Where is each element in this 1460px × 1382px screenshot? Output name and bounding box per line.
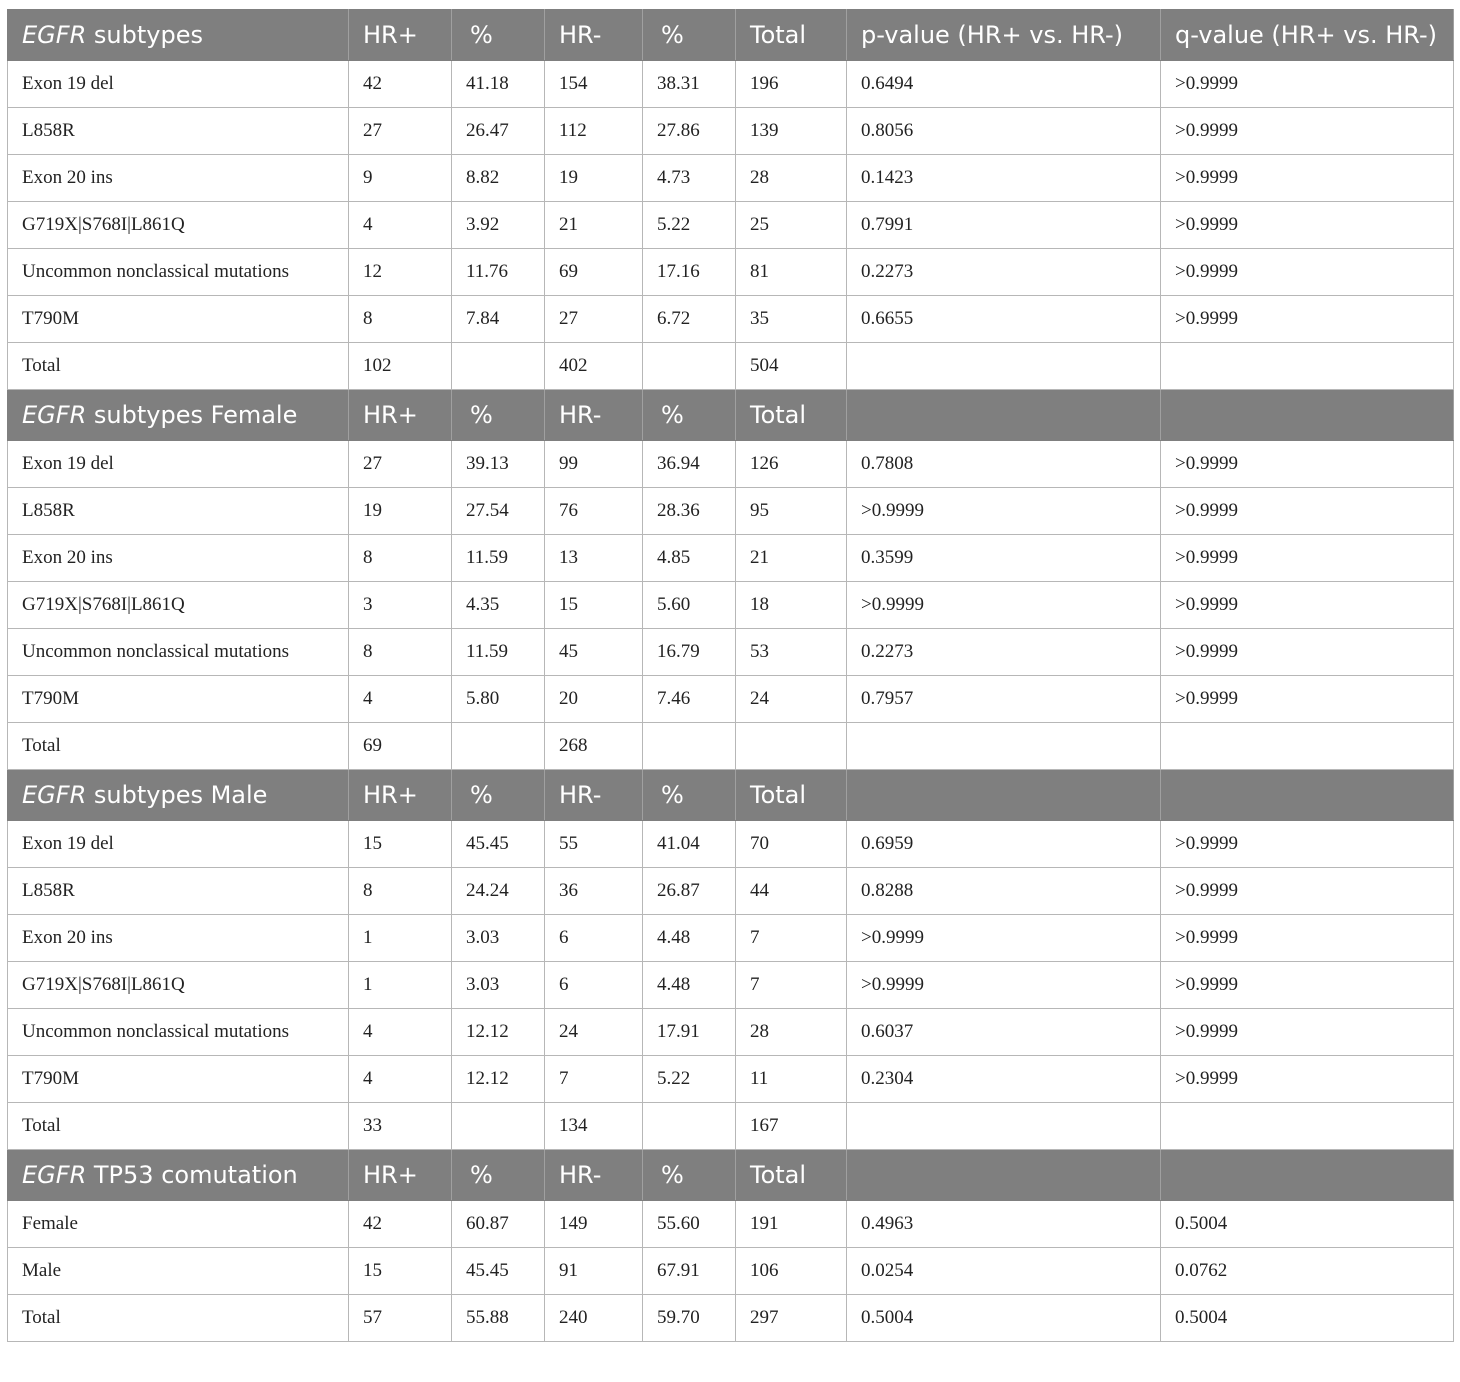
cell-total: 297: [736, 1295, 847, 1342]
cell-subtype: Exon 20 ins: [8, 535, 349, 582]
cell-total: [736, 723, 847, 770]
cell-percent-hr-positive: 12.12: [452, 1056, 545, 1103]
table-container: [7, 9, 1454, 1342]
header-p-value: [847, 390, 1161, 441]
cell-hr-negative: 45: [545, 629, 643, 676]
cell-total: 7: [736, 962, 847, 1009]
cell-p-value: 0.8056: [847, 108, 1161, 155]
cell-hr-negative: 149: [545, 1201, 643, 1248]
header-percent-hr-positive: %: [452, 770, 545, 821]
cell-percent-hr-negative: 4.48: [643, 962, 736, 1009]
cell-p-value: [847, 723, 1161, 770]
cell-subtype: Male: [8, 1248, 349, 1295]
cell-hr-positive: 9: [349, 155, 452, 202]
table-row: [8, 1248, 1454, 1295]
cell-percent-hr-positive: 24.24: [452, 868, 545, 915]
cell-total: 81: [736, 249, 847, 296]
header-total: Total: [736, 390, 847, 441]
header-percent-hr-negative: %: [643, 1150, 736, 1201]
table-row: [8, 61, 1454, 108]
cell-percent-hr-negative: 27.86: [643, 108, 736, 155]
cell-hr-negative: 7: [545, 1056, 643, 1103]
cell-percent-hr-negative: 38.31: [643, 61, 736, 108]
cell-q-value: [1161, 1103, 1454, 1150]
header-percent-hr-positive: %: [452, 390, 545, 441]
cell-q-value: >0.9999: [1161, 821, 1454, 868]
cell-percent-hr-positive: 45.45: [452, 821, 545, 868]
cell-hr-positive: 4: [349, 1009, 452, 1056]
cell-p-value: 0.2273: [847, 629, 1161, 676]
cell-hr-positive: 42: [349, 61, 452, 108]
cell-hr-negative: 55: [545, 821, 643, 868]
cell-percent-hr-negative: 5.22: [643, 1056, 736, 1103]
cell-hr-negative: 91: [545, 1248, 643, 1295]
cell-percent-hr-negative: 26.87: [643, 868, 736, 915]
section-title: [8, 390, 349, 441]
cell-percent-hr-positive: 27.54: [452, 488, 545, 535]
table-row: [8, 582, 1454, 629]
cell-hr-positive: 4: [349, 202, 452, 249]
cell-percent-hr-positive: 12.12: [452, 1009, 545, 1056]
header-hr-negative: HR-: [545, 1150, 643, 1201]
cell-hr-positive: 27: [349, 441, 452, 488]
cell-hr-negative: 402: [545, 343, 643, 390]
cell-q-value: >0.9999: [1161, 629, 1454, 676]
header-hr-negative: HR-: [545, 390, 643, 441]
table-row: [8, 202, 1454, 249]
cell-percent-hr-negative: 5.22: [643, 202, 736, 249]
table-row: [8, 1009, 1454, 1056]
header-hr-negative: HR-: [545, 10, 643, 61]
cell-hr-positive: 33: [349, 1103, 452, 1150]
header-q-value: [1161, 390, 1454, 441]
cell-hr-negative: 21: [545, 202, 643, 249]
cell-hr-negative: 268: [545, 723, 643, 770]
cell-total: 191: [736, 1201, 847, 1248]
cell-percent-hr-positive: 3.03: [452, 915, 545, 962]
table-row: [8, 821, 1454, 868]
cell-subtype: T790M: [8, 676, 349, 723]
cell-hr-negative: 27: [545, 296, 643, 343]
section-title-text: subtypes Male: [93, 781, 268, 809]
cell-total: 21: [736, 535, 847, 582]
cell-percent-hr-negative: 5.60: [643, 582, 736, 629]
cell-q-value: [1161, 723, 1454, 770]
header-percent-hr-negative: %: [643, 10, 736, 61]
table-body: [8, 10, 1454, 1342]
cell-percent-hr-negative: [643, 1103, 736, 1150]
cell-hr-negative: 15: [545, 582, 643, 629]
section-title-text: subtypes: [93, 21, 203, 49]
cell-subtype: Uncommon nonclassical mutations: [8, 629, 349, 676]
cell-percent-hr-positive: 26.47: [452, 108, 545, 155]
cell-subtype: Uncommon nonclassical mutations: [8, 1009, 349, 1056]
cell-total: 95: [736, 488, 847, 535]
table-row: [8, 629, 1454, 676]
cell-total: 126: [736, 441, 847, 488]
cell-q-value: 0.5004: [1161, 1201, 1454, 1248]
cell-hr-positive: 4: [349, 1056, 452, 1103]
table-row: [8, 868, 1454, 915]
header-hr-positive: HR+: [349, 10, 452, 61]
cell-percent-hr-positive: 8.82: [452, 155, 545, 202]
cell-subtype: Total: [8, 723, 349, 770]
cell-hr-positive: 8: [349, 629, 452, 676]
cell-percent-hr-negative: [643, 723, 736, 770]
cell-percent-hr-positive: 55.88: [452, 1295, 545, 1342]
cell-hr-negative: 154: [545, 61, 643, 108]
cell-hr-negative: 76: [545, 488, 643, 535]
section-title: [8, 10, 349, 61]
table-row: [8, 343, 1454, 390]
cell-q-value: >0.9999: [1161, 582, 1454, 629]
cell-q-value: >0.9999: [1161, 1009, 1454, 1056]
cell-subtype: L858R: [8, 488, 349, 535]
cell-subtype: T790M: [8, 296, 349, 343]
cell-total: 28: [736, 155, 847, 202]
section-header-row: [8, 770, 1454, 821]
cell-total: 504: [736, 343, 847, 390]
cell-q-value: >0.9999: [1161, 202, 1454, 249]
cell-percent-hr-positive: 11.76: [452, 249, 545, 296]
header-percent-hr-positive: %: [452, 1150, 545, 1201]
header-p-value: p-value (HR+ vs. HR-): [847, 10, 1161, 61]
cell-q-value: >0.9999: [1161, 488, 1454, 535]
table-row: [8, 1201, 1454, 1248]
cell-hr-negative: 19: [545, 155, 643, 202]
cell-total: 25: [736, 202, 847, 249]
cell-percent-hr-negative: 36.94: [643, 441, 736, 488]
cell-p-value: >0.9999: [847, 962, 1161, 1009]
cell-q-value: 0.0762: [1161, 1248, 1454, 1295]
cell-subtype: Exon 19 del: [8, 441, 349, 488]
cell-hr-positive: 8: [349, 535, 452, 582]
cell-percent-hr-positive: 60.87: [452, 1201, 545, 1248]
table-row: [8, 962, 1454, 1009]
cell-total: 53: [736, 629, 847, 676]
cell-q-value: >0.9999: [1161, 868, 1454, 915]
cell-p-value: 0.1423: [847, 155, 1161, 202]
cell-total: 70: [736, 821, 847, 868]
cell-percent-hr-positive: 11.59: [452, 535, 545, 582]
header-q-value: [1161, 770, 1454, 821]
cell-p-value: 0.2304: [847, 1056, 1161, 1103]
cell-percent-hr-positive: 11.59: [452, 629, 545, 676]
cell-total: 196: [736, 61, 847, 108]
cell-hr-positive: 8: [349, 868, 452, 915]
cell-subtype: Uncommon nonclassical mutations: [8, 249, 349, 296]
cell-q-value: >0.9999: [1161, 962, 1454, 1009]
cell-hr-positive: 15: [349, 821, 452, 868]
cell-hr-positive: 8: [349, 296, 452, 343]
cell-q-value: >0.9999: [1161, 108, 1454, 155]
header-hr-negative: HR-: [545, 770, 643, 821]
cell-q-value: >0.9999: [1161, 915, 1454, 962]
cell-total: 18: [736, 582, 847, 629]
cell-percent-hr-positive: 5.80: [452, 676, 545, 723]
cell-subtype: Exon 19 del: [8, 61, 349, 108]
section-title-text: TP53 comutation: [93, 1161, 298, 1189]
table-row: [8, 1103, 1454, 1150]
cell-q-value: >0.9999: [1161, 249, 1454, 296]
cell-p-value: >0.9999: [847, 582, 1161, 629]
table-row: [8, 249, 1454, 296]
header-hr-positive: HR+: [349, 1150, 452, 1201]
header-percent-hr-negative: %: [643, 770, 736, 821]
table-row: [8, 108, 1454, 155]
cell-percent-hr-positive: 3.03: [452, 962, 545, 1009]
cell-q-value: >0.9999: [1161, 1056, 1454, 1103]
cell-subtype: Female: [8, 1201, 349, 1248]
cell-hr-negative: 6: [545, 962, 643, 1009]
gene-name: EGFR: [22, 401, 87, 429]
cell-percent-hr-negative: 6.72: [643, 296, 736, 343]
cell-percent-hr-positive: 4.35: [452, 582, 545, 629]
header-percent-hr-negative: %: [643, 390, 736, 441]
table-row: [8, 915, 1454, 962]
cell-p-value: 0.7991: [847, 202, 1161, 249]
cell-p-value: 0.7957: [847, 676, 1161, 723]
table-row: [8, 535, 1454, 582]
cell-subtype: Exon 20 ins: [8, 915, 349, 962]
cell-subtype: Total: [8, 343, 349, 390]
cell-hr-negative: 20: [545, 676, 643, 723]
cell-hr-negative: 134: [545, 1103, 643, 1150]
cell-p-value: 0.5004: [847, 1295, 1161, 1342]
cell-percent-hr-positive: 39.13: [452, 441, 545, 488]
cell-percent-hr-negative: 59.70: [643, 1295, 736, 1342]
cell-hr-positive: 102: [349, 343, 452, 390]
header-p-value: [847, 1150, 1161, 1201]
cell-hr-negative: 112: [545, 108, 643, 155]
cell-total: 106: [736, 1248, 847, 1295]
cell-p-value: 0.6655: [847, 296, 1161, 343]
header-percent-hr-positive: %: [452, 10, 545, 61]
cell-percent-hr-negative: 4.85: [643, 535, 736, 582]
cell-hr-positive: 27: [349, 108, 452, 155]
cell-subtype: G719X|S768I|L861Q: [8, 582, 349, 629]
cell-p-value: [847, 343, 1161, 390]
cell-q-value: >0.9999: [1161, 535, 1454, 582]
cell-subtype: Total: [8, 1103, 349, 1150]
cell-hr-negative: 13: [545, 535, 643, 582]
cell-percent-hr-negative: 16.79: [643, 629, 736, 676]
cell-subtype: G719X|S768I|L861Q: [8, 962, 349, 1009]
cell-percent-hr-negative: 28.36: [643, 488, 736, 535]
cell-hr-positive: 57: [349, 1295, 452, 1342]
cell-total: 167: [736, 1103, 847, 1150]
cell-q-value: 0.5004: [1161, 1295, 1454, 1342]
cell-q-value: [1161, 343, 1454, 390]
cell-percent-hr-positive: [452, 723, 545, 770]
gene-name: EGFR: [22, 1161, 87, 1189]
cell-hr-positive: 1: [349, 962, 452, 1009]
table-row: [8, 1056, 1454, 1103]
table-row: [8, 676, 1454, 723]
header-p-value: [847, 770, 1161, 821]
header-hr-positive: HR+: [349, 390, 452, 441]
cell-hr-negative: 99: [545, 441, 643, 488]
table-row: [8, 1295, 1454, 1342]
cell-subtype: L858R: [8, 868, 349, 915]
cell-hr-negative: 240: [545, 1295, 643, 1342]
cell-total: 11: [736, 1056, 847, 1103]
cell-percent-hr-negative: 17.91: [643, 1009, 736, 1056]
table-row: [8, 155, 1454, 202]
cell-p-value: 0.6494: [847, 61, 1161, 108]
cell-percent-hr-negative: 67.91: [643, 1248, 736, 1295]
section-title: [8, 1150, 349, 1201]
cell-subtype: G719X|S768I|L861Q: [8, 202, 349, 249]
cell-hr-positive: 12: [349, 249, 452, 296]
cell-p-value: 0.4963: [847, 1201, 1161, 1248]
cell-q-value: >0.9999: [1161, 155, 1454, 202]
section-title: [8, 770, 349, 821]
gene-name: EGFR: [22, 781, 87, 809]
cell-p-value: 0.3599: [847, 535, 1161, 582]
cell-total: 24: [736, 676, 847, 723]
cell-total: 35: [736, 296, 847, 343]
cell-hr-negative: 6: [545, 915, 643, 962]
section-header-row: [8, 390, 1454, 441]
header-q-value: q-value (HR+ vs. HR-): [1161, 10, 1454, 61]
cell-q-value: >0.9999: [1161, 676, 1454, 723]
cell-total: 139: [736, 108, 847, 155]
cell-hr-positive: 19: [349, 488, 452, 535]
cell-p-value: 0.6037: [847, 1009, 1161, 1056]
cell-percent-hr-positive: 7.84: [452, 296, 545, 343]
cell-hr-negative: 24: [545, 1009, 643, 1056]
cell-p-value: 0.7808: [847, 441, 1161, 488]
cell-p-value: >0.9999: [847, 915, 1161, 962]
cell-hr-negative: 69: [545, 249, 643, 296]
cell-total: 7: [736, 915, 847, 962]
cell-percent-hr-negative: 41.04: [643, 821, 736, 868]
cell-total: 28: [736, 1009, 847, 1056]
cell-percent-hr-negative: 55.60: [643, 1201, 736, 1248]
cell-p-value: 0.0254: [847, 1248, 1161, 1295]
cell-p-value: 0.6959: [847, 821, 1161, 868]
cell-percent-hr-negative: 7.46: [643, 676, 736, 723]
cell-percent-hr-positive: 41.18: [452, 61, 545, 108]
cell-hr-positive: 1: [349, 915, 452, 962]
cell-percent-hr-negative: [643, 343, 736, 390]
cell-hr-positive: 15: [349, 1248, 452, 1295]
cell-hr-positive: 4: [349, 676, 452, 723]
cell-percent-hr-positive: [452, 343, 545, 390]
cell-percent-hr-positive: 3.92: [452, 202, 545, 249]
cell-percent-hr-positive: [452, 1103, 545, 1150]
cell-percent-hr-negative: 4.48: [643, 915, 736, 962]
cell-q-value: >0.9999: [1161, 441, 1454, 488]
section-header-row: [8, 10, 1454, 61]
header-hr-positive: HR+: [349, 770, 452, 821]
table-row: [8, 441, 1454, 488]
cell-percent-hr-negative: 4.73: [643, 155, 736, 202]
cell-hr-positive: 69: [349, 723, 452, 770]
header-total: Total: [736, 1150, 847, 1201]
cell-subtype: Exon 19 del: [8, 821, 349, 868]
table-row: [8, 723, 1454, 770]
header-total: Total: [736, 10, 847, 61]
cell-hr-negative: 36: [545, 868, 643, 915]
header-q-value: [1161, 1150, 1454, 1201]
cell-subtype: Exon 20 ins: [8, 155, 349, 202]
table-row: [8, 296, 1454, 343]
cell-percent-hr-negative: 17.16: [643, 249, 736, 296]
cell-hr-positive: 3: [349, 582, 452, 629]
egfr-subtypes-table: [7, 9, 1454, 1342]
table-row: [8, 488, 1454, 535]
section-header-row: [8, 1150, 1454, 1201]
gene-name: EGFR: [22, 21, 87, 49]
header-total: Total: [736, 770, 847, 821]
cell-percent-hr-positive: 45.45: [452, 1248, 545, 1295]
cell-q-value: >0.9999: [1161, 61, 1454, 108]
cell-p-value: [847, 1103, 1161, 1150]
cell-p-value: 0.8288: [847, 868, 1161, 915]
cell-subtype: L858R: [8, 108, 349, 155]
section-title-text: subtypes Female: [93, 401, 298, 429]
cell-total: 44: [736, 868, 847, 915]
cell-q-value: >0.9999: [1161, 296, 1454, 343]
cell-subtype: Total: [8, 1295, 349, 1342]
cell-p-value: 0.2273: [847, 249, 1161, 296]
cell-subtype: T790M: [8, 1056, 349, 1103]
cell-p-value: >0.9999: [847, 488, 1161, 535]
cell-hr-positive: 42: [349, 1201, 452, 1248]
